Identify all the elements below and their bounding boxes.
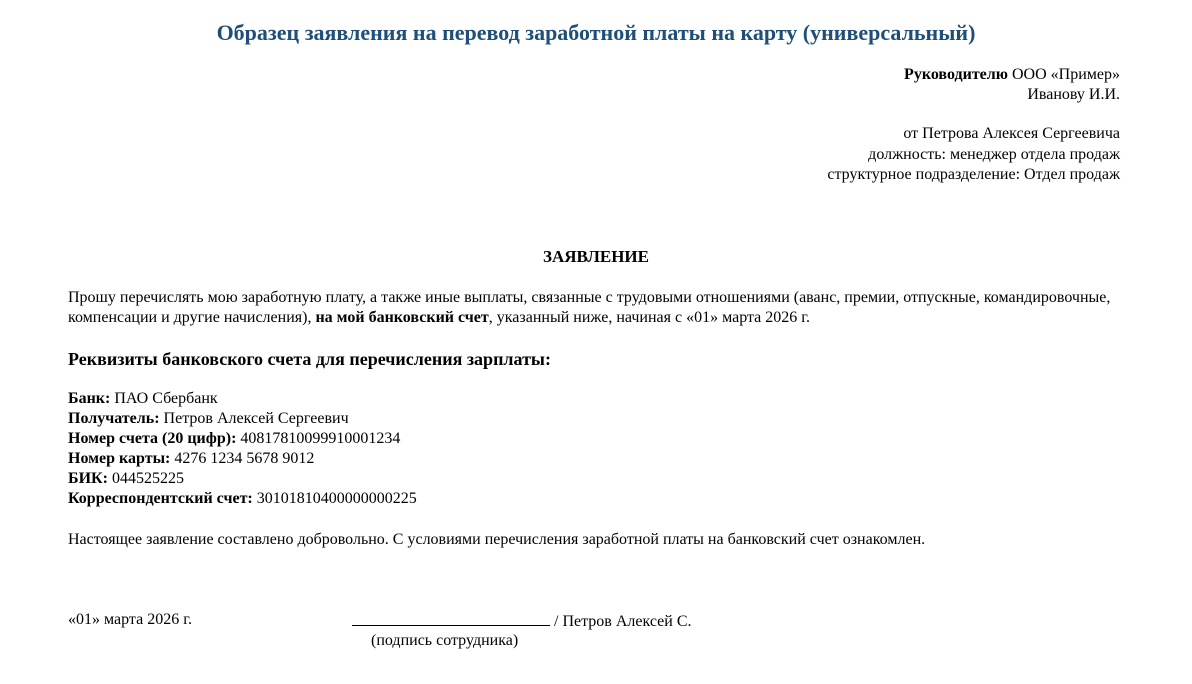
detail-value: Петров Алексей Сергеевич <box>163 410 349 427</box>
addressee-role: Руководителю <box>904 66 1008 83</box>
signature-block <box>352 610 692 632</box>
detail-recipient <box>68 409 349 429</box>
addressee-company: ООО «Пример» <box>1011 66 1120 83</box>
detail-bank <box>68 389 218 409</box>
requisites-heading: Реквизиты банковского счета для перечисления зарплаты: <box>68 349 551 369</box>
detail-label: Банк: <box>68 390 111 407</box>
signature-date: «01» марта 2026 г. <box>68 611 192 628</box>
detail-label: Номер счета (20 цифр): <box>68 430 237 447</box>
body-text: Прошу перечислять мою заработную плату, а также иные выплаты, связанные с трудовыми отношениями (аванс, премии, отпускные, командировочные, компенсации и другие начисления), <box>68 289 1111 326</box>
detail-label: Получатель: <box>68 410 160 427</box>
signature-name: / Петров Алексей С. <box>554 613 692 630</box>
sender-position: должность: менеджер отдела продаж <box>868 146 1120 163</box>
sender-department: структурное подразделение: Отдел продаж <box>827 166 1120 183</box>
sender-name: от Петрова Алексея Сергеевича <box>903 125 1120 142</box>
detail-value: 4276 1234 5678 9012 <box>174 450 315 467</box>
body-text-end: , указанный ниже, начиная с «01» марта 2026 г. <box>488 309 811 326</box>
document-title: Образец заявления на перевод заработной платы на карту (универсальный) <box>216 20 976 45</box>
addressee-line <box>904 65 1120 85</box>
detail-corr-account <box>68 489 417 509</box>
signature-line <box>352 610 550 626</box>
detail-value: 044525225 <box>111 470 184 487</box>
detail-account <box>68 429 400 449</box>
detail-label: Корреспондентский счет: <box>68 490 253 507</box>
signature-caption: (подпись сотрудника) <box>371 632 519 649</box>
detail-bik <box>68 469 184 489</box>
statement-heading: ЗАЯВЛЕНИЕ <box>542 247 649 266</box>
detail-label: БИК: <box>68 470 108 487</box>
addressee-name: Иванову И.И. <box>1027 86 1120 103</box>
statement-body <box>68 288 1128 328</box>
detail-value: 40817810099910001234 <box>240 430 401 447</box>
body-bold-text: на мой банковский счет <box>315 309 489 326</box>
detail-value: ПАО Сбербанк <box>114 390 218 407</box>
detail-value: 30101810400000000225 <box>256 490 417 507</box>
closing-text: Настоящее заявление составлено добровольно. С условиями перечисления заработной платы на банковский счет ознакомлен. <box>68 531 926 548</box>
detail-card <box>68 449 314 469</box>
detail-label: Номер карты: <box>68 450 171 467</box>
